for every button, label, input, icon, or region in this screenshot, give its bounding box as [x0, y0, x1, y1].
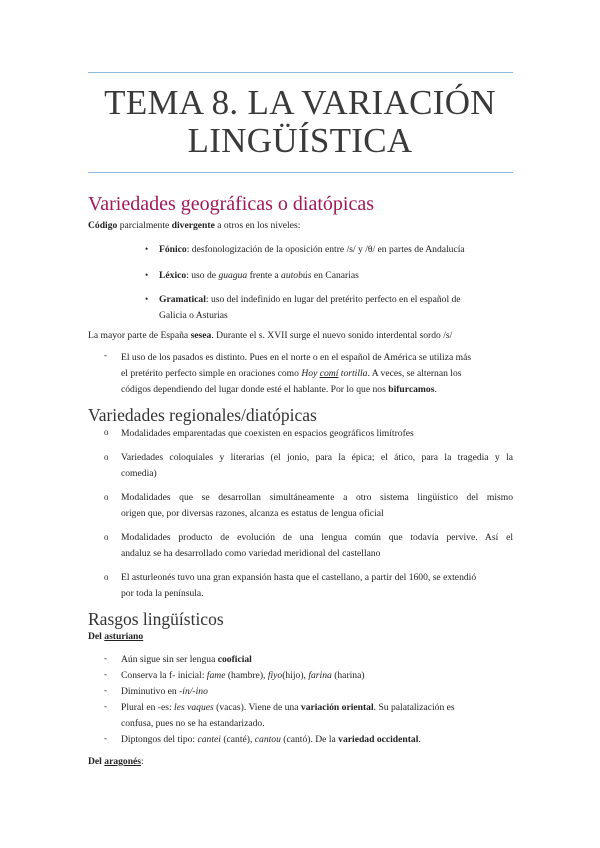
- regional-item-2: Variedades coloquiales y literarias (el jonio, para la épica; el ático, para la tragedia y la: [121, 452, 513, 463]
- list-item-gramatical: Gramatical: uso del indefinido en lugar del pretérito perfecto en el español de: [159, 294, 461, 305]
- bullet-icon: o: [104, 532, 109, 542]
- regional-item-3-cont: origen que, por diversas razones, alcanza es estatus de lengua oficial: [121, 508, 384, 519]
- bullet-icon: -: [104, 669, 107, 679]
- asturiano-item-2: Conserva la f- inicial: fame (hambre), fiyo(hijo), farina (harina): [121, 670, 365, 681]
- list-item-lexico: Léxico: uso de guagua frente a autobús en Canarias: [159, 270, 359, 281]
- bullet-icon: -: [104, 653, 107, 663]
- asturiano-item-3: Diminutivo en -ín/-ino: [121, 686, 208, 697]
- regional-item-1: Modalidades emparentadas que coexisten en espacios geográficos limítrofes: [121, 428, 414, 439]
- section-heading-regionales: Variedades regionales/diatópicas: [88, 405, 317, 425]
- section-heading-geograficas: Variedades geográficas o diatópicas: [88, 193, 374, 215]
- list-item-fonico: Fónico: desfonologización de la oposición entre /s/ y /θ/ en partes de Andalucía: [159, 244, 465, 255]
- bullet-icon: -: [104, 733, 107, 743]
- document-title: TEMA 8. LA VARIACIÓN LINGÜÍSTICA: [104, 83, 496, 160]
- asturiano-item-4-cont: confusa, pues no se ha estandarizado.: [121, 718, 265, 729]
- asturiano-item-1: Aún sigue sin ser lengua cooficial: [121, 654, 252, 665]
- pasados-line-1: El uso de los pasados es distinto. Pues en el norte o en el español de América se utiliza más: [121, 352, 472, 363]
- seseo-paragraph: La mayor parte de España sesea. Durante el s. XVII surge el nuevo sonido interdental sordo /s/: [88, 330, 453, 341]
- pasados-line-2: el pretérito perfecto simple en oraciones como Hoy comí tortilla. A veces, se alternan los: [121, 368, 462, 379]
- bullet-icon: -: [104, 350, 107, 360]
- asturiano-item-4: Plural en -es: les vaques (vacas). Viene de una variación oriental. Su palatalización es: [121, 702, 455, 713]
- bullet-icon: -: [104, 685, 107, 695]
- bullet-icon: o: [104, 492, 109, 502]
- bullet-icon: o: [104, 427, 109, 437]
- aragones-label: Del aragonés:: [88, 756, 144, 767]
- bullet-icon: o: [104, 452, 109, 462]
- regional-item-2-cont: comedia): [121, 468, 157, 479]
- list-item-gramatical-cont: Galicia o Asturias: [159, 310, 228, 321]
- bullet-icon: o: [104, 572, 109, 582]
- bottom-rule: [88, 172, 513, 173]
- pasados-line-3: códigos dependiendo del lugar donde esté el hablante. Por lo que nos bifurcamos.: [121, 384, 437, 395]
- bullet-icon: •: [145, 270, 149, 280]
- regional-item-5: El asturleonés tuvo una gran expansión hasta que el castellano, a partir del 1600, se extendió: [121, 572, 477, 583]
- regional-item-4: Modalidades producto de evolución de una lengua común que todavía pervive. Así el: [121, 532, 513, 543]
- regional-item-5-cont: por toda la península.: [121, 588, 204, 599]
- regional-item-4-cont: andaluz se ha desarrollado como variedad meridional del castellano: [121, 548, 381, 559]
- bullet-icon: •: [145, 244, 149, 254]
- codigo-intro: Código parcialmente divergente a otros en los niveles:: [88, 220, 301, 231]
- bullet-icon: -: [104, 701, 107, 711]
- section-heading-rasgos: Rasgos lingüísticos: [88, 609, 224, 629]
- asturiano-label: Del asturiano: [88, 631, 144, 642]
- regional-item-3: Modalidades que se desarrollan simultáneamente a otro sistema lingüístico del mismo: [121, 492, 513, 503]
- bullet-icon: •: [145, 294, 149, 304]
- top-rule: [88, 72, 513, 73]
- asturiano-item-5: Diptongos del tipo: cantei (canté), cantou (cantó). De la variedad occidental.: [121, 734, 421, 745]
